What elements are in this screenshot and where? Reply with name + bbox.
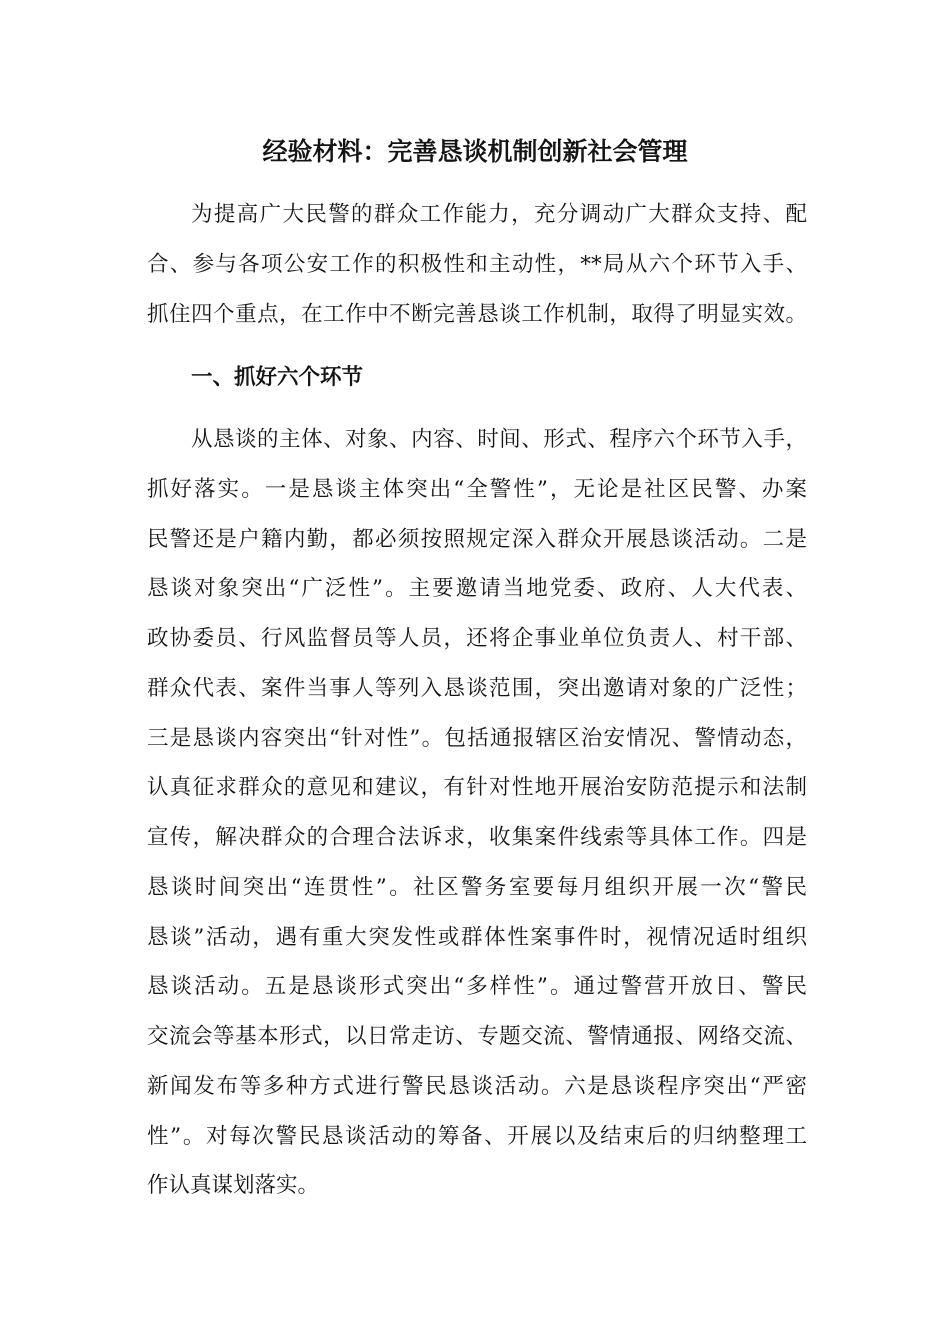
paragraph-line: 抓住四个重点，在工作中不断完善恳谈工作机制，取得了明显实效。	[147, 302, 807, 327]
paragraph-line: 恳谈”活动，遇有重大突发性或群体性案事件时，视情况适时组织	[147, 924, 807, 950]
intro-paragraph	[147, 190, 807, 340]
paragraph-line: 作认真谋划落实。	[147, 1173, 320, 1199]
paragraph-line: 新闻发布等多种方式进行警民恳谈活动。六是恳谈程序突出“严密	[147, 1073, 807, 1099]
paragraph-line: 三是恳谈内容突出“针对性”。包括通报辖区治安情况、警情动态，	[147, 725, 807, 751]
paragraph-line: 交流会等基本形式，以日常走访、专题交流、警情通报、网络交流、	[147, 1024, 807, 1049]
document-title: 经验材料：完善恳谈机制创新社会管理	[262, 137, 688, 166]
paragraph-line: 宣传，解决群众的合理合法诉求，收集案件线索等具体工作。四是	[147, 825, 807, 850]
section-heading: 一、抓好六个环节	[191, 365, 364, 390]
paragraph-line: 恳谈对象突出“广泛性”。主要邀请当地党委、政府、人大代表、	[147, 576, 807, 602]
paragraph-line: 性”。对每次警民恳谈活动的筹备、开展以及结束后的归纳整理工	[147, 1123, 807, 1149]
section-paragraph	[147, 415, 807, 1211]
paragraph-line: 抓好落实。一是恳谈主体突出“全警性”，无论是社区民警、办案	[147, 476, 807, 502]
paragraph-line: 恳谈时间突出“连贯性”。社区警务室要每月组织开展一次“警民	[147, 874, 807, 900]
paragraph-line: 合、参与各项公安工作的积极性和主动性，**局从六个环节入手、	[147, 252, 807, 277]
paragraph-line: 从恳谈的主体、对象、内容、时间、形式、程序六个环节入手，	[191, 427, 807, 452]
paragraph-line: 为提高广大民警的群众工作能力，充分调动广大群众支持、配	[191, 202, 807, 227]
paragraph-line: 恳谈活动。五是恳谈形式突出“多样性”。通过警营开放日、警民	[147, 974, 807, 1000]
paragraph-line: 民警还是户籍内勤，都必须按照规定深入群众开展恳谈活动。二是	[147, 526, 807, 552]
paragraph-line: 认真征求群众的意见和建议，有针对性地开展治安防范提示和法制	[147, 775, 807, 801]
paragraph-line: 政协委员、行风监督员等人员，还将企事业单位负责人、村干部、	[147, 626, 807, 651]
paragraph-line: 群众代表、案件当事人等列入恳谈范围，突出邀请对象的广泛性；	[147, 675, 807, 701]
